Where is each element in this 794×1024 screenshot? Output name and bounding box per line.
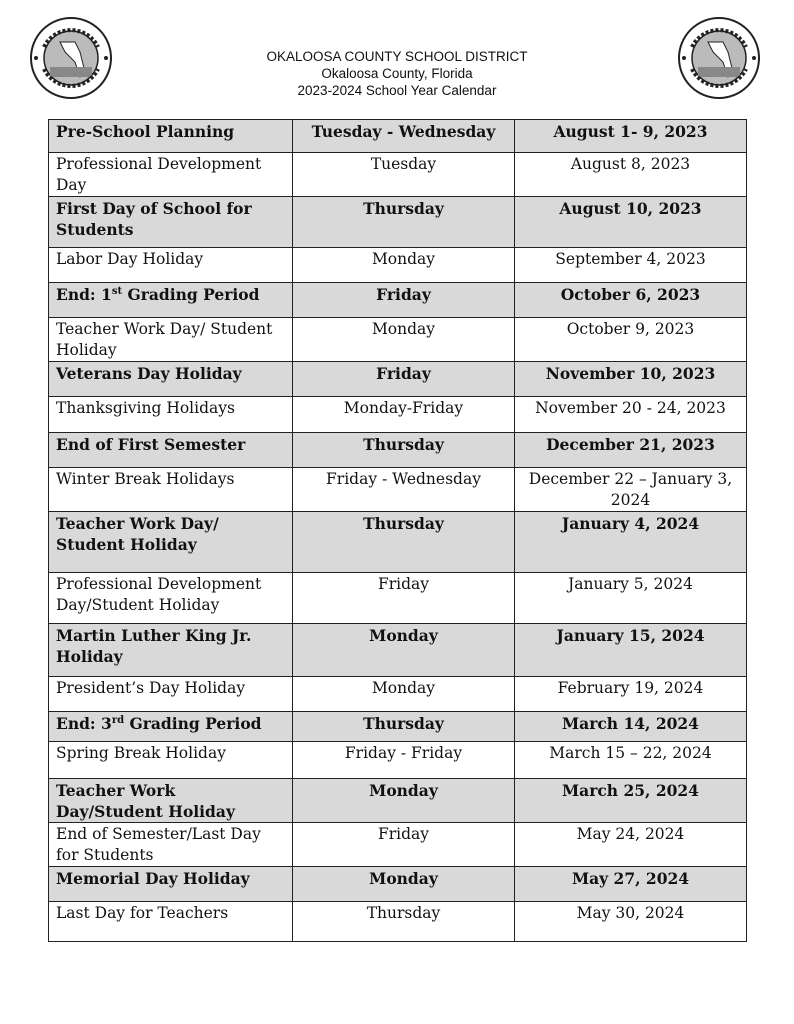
ordinal-suffix: st (111, 285, 123, 297)
calendar-row (49, 397, 747, 433)
calendar-row (49, 433, 747, 468)
calendar-row (49, 823, 747, 867)
event-label-rest: Grading Period (122, 285, 260, 304)
district-name: OKALOOSA COUNTY SCHOOL DISTRICT (266, 49, 528, 64)
event-cell (49, 153, 293, 197)
date-cell: May 24, 2024 (515, 823, 747, 867)
event-label: Professional Development Day (56, 155, 262, 194)
calendar-title: 2023-2024 School Year Calendar (297, 83, 497, 98)
event-cell (49, 902, 293, 942)
event-label: End of First Semester (56, 435, 246, 454)
date-cell: May 30, 2024 (515, 902, 747, 942)
calendar-row (49, 902, 747, 942)
day-cell: Monday (293, 677, 515, 712)
date-cell: December 22 – January 3, 2024 (515, 468, 747, 512)
date-cell: August 10, 2023 (515, 197, 747, 248)
ordinal-suffix: rd (111, 714, 125, 726)
date-cell: October 9, 2023 (515, 318, 747, 362)
event-cell (49, 573, 293, 624)
date-cell: August 8, 2023 (515, 153, 747, 197)
event-cell (49, 742, 293, 779)
calendar-row (49, 712, 747, 742)
event-cell (49, 512, 293, 573)
event-cell (49, 248, 293, 283)
day-cell: Thursday (293, 512, 515, 573)
day-cell: Thursday (293, 712, 515, 742)
event-cell (49, 624, 293, 677)
event-cell (49, 867, 293, 902)
event-label: End: 1 (56, 285, 112, 304)
day-cell: Friday (293, 573, 515, 624)
event-cell (49, 197, 293, 248)
date-cell: January 5, 2024 (515, 573, 747, 624)
calendar-row (49, 318, 747, 362)
date-cell: May 27, 2024 (515, 867, 747, 902)
calendar-row (49, 779, 747, 823)
event-label: Teacher Work Day/ Student Holiday (56, 320, 273, 359)
event-cell (49, 283, 293, 318)
day-cell: Friday - Friday (293, 742, 515, 779)
day-cell: Friday (293, 362, 515, 397)
event-label: Last Day for Teachers (56, 904, 229, 922)
event-cell (49, 397, 293, 433)
calendar-row (49, 742, 747, 779)
day-cell: Monday (293, 318, 515, 362)
date-cell: October 6, 2023 (515, 283, 747, 318)
date-cell: March 25, 2024 (515, 779, 747, 823)
event-label: Winter Break Holidays (56, 470, 235, 488)
calendar-row (49, 468, 747, 512)
day-cell: Friday (293, 823, 515, 867)
date-cell: November 20 - 24, 2023 (515, 397, 747, 433)
event-label: Martin Luther King Jr. Holiday (56, 626, 252, 666)
calendar-row (49, 120, 747, 153)
day-cell: Monday-Friday (293, 397, 515, 433)
calendar-row (49, 283, 747, 318)
event-label: End: 3 (56, 714, 112, 733)
event-cell (49, 468, 293, 512)
event-cell (49, 120, 293, 153)
date-cell: January 15, 2024 (515, 624, 747, 677)
event-cell (49, 318, 293, 362)
date-cell: January 4, 2024 (515, 512, 747, 573)
day-cell: Thursday (293, 433, 515, 468)
date-cell: March 14, 2024 (515, 712, 747, 742)
calendar-row (49, 153, 747, 197)
calendar-row (49, 197, 747, 248)
date-cell: March 15 – 22, 2024 (515, 742, 747, 779)
calendar-row (49, 624, 747, 677)
event-cell (49, 362, 293, 397)
event-cell (49, 779, 293, 823)
calendar-row (49, 512, 747, 573)
event-label: First Day of School for Students (56, 199, 252, 239)
event-label: Spring Break Holiday (56, 744, 226, 762)
day-cell: Thursday (293, 197, 515, 248)
event-cell (49, 823, 293, 867)
calendar-row (49, 573, 747, 624)
calendar-table (48, 119, 747, 942)
date-cell: September 4, 2023 (515, 248, 747, 283)
event-label: President’s Day Holiday (56, 679, 246, 697)
day-cell: Monday (293, 779, 515, 823)
event-label-rest: Grading Period (124, 714, 262, 733)
day-cell: Thursday (293, 902, 515, 942)
date-cell: February 19, 2024 (515, 677, 747, 712)
day-cell: Monday (293, 248, 515, 283)
event-label: Teacher Work Day/Student Holiday (56, 781, 235, 821)
day-cell: Friday (293, 283, 515, 318)
day-cell: Monday (293, 624, 515, 677)
event-cell (49, 433, 293, 468)
event-label: Veterans Day Holiday (56, 364, 242, 383)
event-label: End of Semester/Last Day for Students (56, 825, 261, 864)
event-cell (49, 712, 293, 742)
event-label: Memorial Day Holiday (56, 869, 250, 888)
event-label: Professional Development Day/Student Holiday (56, 575, 262, 614)
county-name: Okaloosa County, Florida (321, 66, 473, 81)
document-header (0, 48, 794, 99)
day-cell: Friday - Wednesday (293, 468, 515, 512)
day-cell: Tuesday - Wednesday (293, 120, 515, 153)
calendar-row (49, 248, 747, 283)
event-cell (49, 677, 293, 712)
day-cell: Monday (293, 867, 515, 902)
calendar-row (49, 867, 747, 902)
event-label: Pre-School Planning (56, 122, 235, 141)
calendar-row (49, 677, 747, 712)
event-label: Teacher Work Day/ Student Holiday (56, 514, 219, 554)
date-cell: November 10, 2023 (515, 362, 747, 397)
date-cell: December 21, 2023 (515, 433, 747, 468)
event-label: Thanksgiving Holidays (56, 399, 235, 417)
date-cell: August 1- 9, 2023 (515, 120, 747, 153)
event-label: Labor Day Holiday (56, 250, 204, 268)
calendar-row (49, 362, 747, 397)
day-cell: Tuesday (293, 153, 515, 197)
